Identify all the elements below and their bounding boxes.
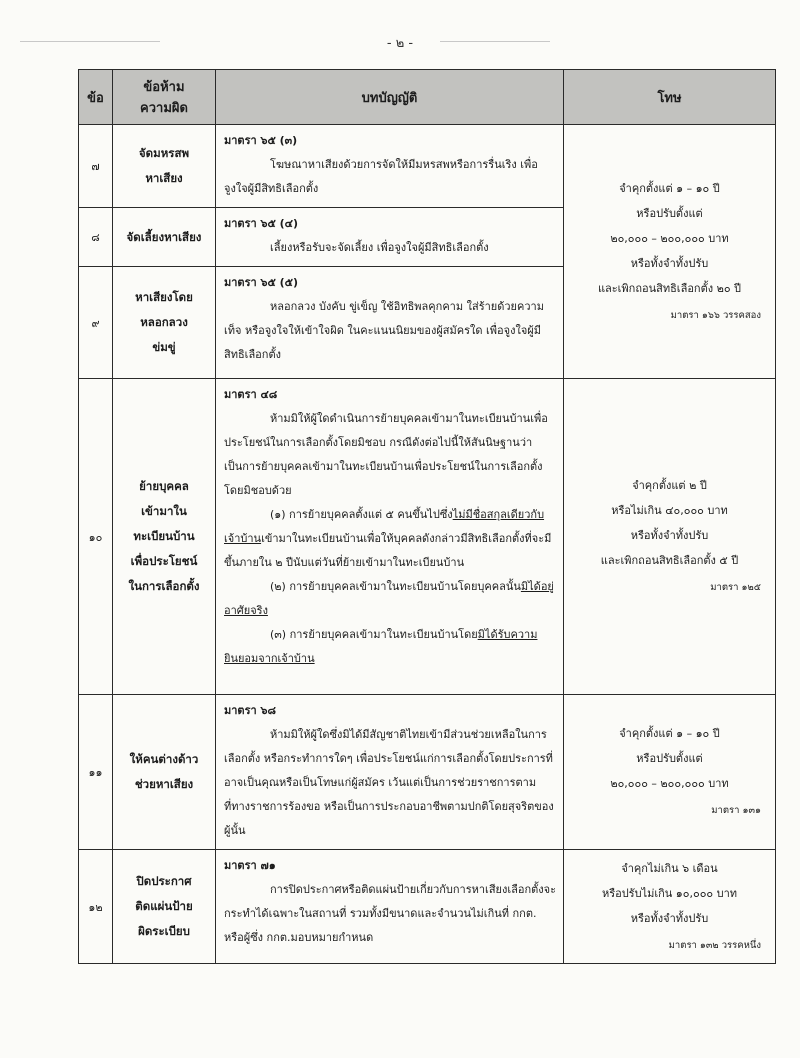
row-number: ๑๒ bbox=[79, 850, 113, 964]
provision-text: ห้ามมิให้ผู้ใดซึ่งมิได้มีสัญชาติไทยเข้ามีส่วนช่วยเหลือในการเลือกตั้ง หรือกระทำการใดๆ เพื่อประโยชน์แก่การเลือกตั้งโดยประการที่อาจเป็นคุณหรือเป็นโทษแก่ผู้สมัคร เว้นแต่เป็นการช่วยราชการตามที่ทางราชการร้องขอ หรือเป็นการประกอบอาชีพตามปกติโดยสุจริตของผู้นั้น bbox=[224, 728, 554, 837]
offense-cell bbox=[113, 695, 216, 850]
offense-cell bbox=[113, 850, 216, 964]
penalty-cell bbox=[564, 379, 776, 695]
penalty-line: จำคุกตั้งแต่ ๑ – ๑๐ ปี bbox=[619, 181, 720, 195]
penalty-cell bbox=[564, 850, 776, 964]
section-reference: มาตรา ๔๘ bbox=[224, 388, 278, 401]
table-header-row bbox=[79, 70, 776, 125]
offense-cell bbox=[113, 208, 216, 267]
provision-cell bbox=[216, 695, 564, 850]
row-number: ๙ bbox=[79, 267, 113, 379]
header-provision: บทบัญญัติ bbox=[216, 70, 564, 125]
section-reference: มาตรา ๖๘ bbox=[224, 704, 276, 717]
section-reference: มาตรา ๖๕ (๔) bbox=[224, 217, 299, 230]
offense-line: ทะเบียนบ้าน bbox=[133, 529, 195, 543]
penalty-cell bbox=[564, 695, 776, 850]
offense-line: ข่มขู่ bbox=[152, 340, 176, 354]
penalty-line: หรือทั้งจำทั้งปรับ bbox=[630, 911, 709, 925]
item-1-post: เข้ามาในทะเบียนบ้านเพื่อให้บุคคลดังกล่าวมีสิทธิเลือกตั้งที่จะมีขึ้นภายใน ๒ ปีนับแต่วันที่ย้ายเข้ามาในทะเบียนบ้าน bbox=[224, 532, 552, 569]
provision-cell bbox=[216, 125, 564, 208]
section-reference: มาตรา ๗๑ bbox=[224, 859, 276, 872]
offense-line: หลอกลวง bbox=[140, 315, 188, 329]
row-number: ๘ bbox=[79, 208, 113, 267]
offense-line: ติดแผ่นป้าย bbox=[135, 899, 193, 913]
provision-cell bbox=[216, 208, 564, 267]
penalty-line: และเพิกถอนสิทธิเลือกตั้ง ๕ ปี bbox=[600, 554, 739, 567]
offense-cell bbox=[113, 125, 216, 208]
item-1-pre: (๑) การย้ายบุคคลตั้งแต่ ๕ คนขึ้นไปซึ่ง bbox=[270, 508, 453, 521]
item-1-underlined: ไม่มีชื่อสกุลเดียวกับเจ้าบ้าน bbox=[224, 508, 545, 545]
penalty-line: หรือทั้งจำทั้งปรับ bbox=[630, 256, 709, 270]
offense-line: จัดเลี้ยงหาเสียง bbox=[126, 229, 202, 244]
header-no: ข้อ bbox=[79, 70, 113, 125]
table-row bbox=[79, 379, 776, 695]
penalty-line: และเพิกถอนสิทธิเลือกตั้ง ๒๐ ปี bbox=[597, 281, 742, 295]
offense-line: หาเสียง bbox=[145, 171, 183, 185]
provision-cell bbox=[216, 850, 564, 964]
header-offense-line-2: ความผิด bbox=[140, 101, 188, 116]
election-offense-table bbox=[78, 69, 776, 964]
header-penalty: โทษ bbox=[564, 70, 776, 125]
offense-line: เข้ามาใน bbox=[141, 504, 187, 518]
penalty-line: หรือทั้งจำทั้งปรับ bbox=[630, 529, 709, 542]
row-number: ๗ bbox=[79, 125, 113, 208]
offense-line: ย้ายบุคคล bbox=[139, 479, 189, 493]
table-row bbox=[79, 125, 776, 208]
offense-line: จัดมหรสพ bbox=[138, 146, 190, 160]
header-offense-line-1: ข้อห้าม bbox=[143, 80, 185, 95]
offense-line: เพื่อประโยชน์ bbox=[130, 554, 198, 568]
item-2-pre: (๒) การย้ายบุคคลเข้ามาในทะเบียนบ้านโดยบุคคลนั้น bbox=[270, 580, 521, 593]
penalty-line: จำคุกตั้งแต่ ๒ ปี bbox=[632, 479, 707, 492]
row-number: ๑๑ bbox=[79, 695, 113, 850]
offense-line: ผิดระเบียบ bbox=[138, 924, 190, 938]
penalty-section-ref: มาตรา ๑๒๕ bbox=[710, 582, 761, 593]
header-offense bbox=[113, 70, 216, 125]
offense-cell bbox=[113, 379, 216, 695]
penalty-line: ๒๐,๐๐๐ – ๒๐๐,๐๐๐ บาท bbox=[610, 777, 729, 790]
penalty-line: หรือปรับตั้งแต่ bbox=[636, 752, 703, 765]
penalty-line: หรือไม่เกิน ๔๐,๐๐๐ บาท bbox=[611, 504, 728, 517]
item-3-underlined: มิได้รับความยินยอมจากเจ้าบ้าน bbox=[224, 628, 538, 665]
offense-line: หาเสียงโดย bbox=[135, 290, 193, 304]
penalty-line: จำคุกไม่เกิน ๖ เดือน bbox=[621, 861, 718, 875]
section-reference: มาตรา ๖๕ (๓) bbox=[224, 134, 298, 147]
offense-line: ช่วยหาเสียง bbox=[134, 777, 194, 791]
provision-text: การปิดประกาศหรือติดแผ่นป้ายเกี่ยวกับการหาเสียงเลือกตั้งจะกระทำได้เฉพาะในสถานที่ รวมทั้งมีขนาดและจำนวนไม่เกินที่ กกต. หรือผู้ซึ่ง กกต.มอบหมายกำหนด bbox=[224, 883, 556, 944]
penalty-section-ref: มาตรา ๑๓๒ วรรคหนึ่ง bbox=[668, 939, 761, 951]
item-2-underlined: มิได้อยู่อาศัยจริง bbox=[224, 580, 554, 617]
provision-text: ห้ามมิให้ผู้ใดดำเนินการย้ายบุคคลเข้ามาในทะเบียนบ้านเพื่อประโยชน์ในการเลือกตั้งโดยมิชอบ กรณีดังต่อไปนี้ให้สันนิษฐานว่าเป็นการย้ายบุคคลเข้ามาในทะเบียนบ้านเพื่อประโยชน์ในการเลือกตั้งโดยมิชอบด้วย bbox=[224, 412, 548, 497]
table-row bbox=[79, 695, 776, 850]
row-number: ๑๐ bbox=[79, 379, 113, 695]
table-row bbox=[79, 850, 776, 964]
penalty-section-ref: มาตรา ๑๓๑ bbox=[711, 805, 761, 816]
offense-cell bbox=[113, 267, 216, 379]
offense-line: ให้คนต่างด้าว bbox=[129, 752, 199, 766]
provision-item-1 bbox=[224, 503, 557, 575]
provision-cell bbox=[216, 267, 564, 379]
offense-line: ปิดประกาศ bbox=[136, 874, 192, 888]
provision-text: หลอกลวง บังคับ ขู่เข็ญ ใช้อิทธิพลคุกคาม ใส่ร้ายด้วยความเท็จ หรือจูงใจให้เข้าใจผิด ในคะแนนนิยมของผู้สมัครใด เพื่อจูงใจผู้มีสิทธิเลือกตั้ง bbox=[224, 300, 544, 361]
provision-text: โฆษณาหาเสียงด้วยการจัดให้มีมหรสพหรือการรื่นเริง เพื่อจูงใจผู้มีสิทธิเลือกตั้ง bbox=[224, 158, 538, 195]
page-number: - ๒ - bbox=[386, 36, 414, 51]
provision-cell bbox=[216, 379, 564, 695]
penalty-line: หรือปรับตั้งแต่ bbox=[636, 206, 703, 220]
penalty-cell bbox=[564, 125, 776, 379]
penalty-line: ๒๐,๐๐๐ – ๒๐๐,๐๐๐ บาท bbox=[610, 231, 729, 245]
offense-line: ในการเลือกตั้ง bbox=[128, 579, 200, 593]
section-reference: มาตรา ๖๕ (๕) bbox=[224, 276, 299, 289]
penalty-line: หรือปรับไม่เกิน ๑๐,๐๐๐ บาท bbox=[601, 886, 738, 900]
item-3-pre: (๓) การย้ายบุคคลเข้ามาในทะเบียนบ้านโดย bbox=[270, 628, 478, 641]
provision-text: เลี้ยงหรือรับจะจัดเลี้ยง เพื่อจูงใจผู้มีสิทธิเลือกตั้ง bbox=[270, 241, 489, 254]
provision-item-2 bbox=[224, 575, 557, 623]
penalty-line: จำคุกตั้งแต่ ๑ – ๑๐ ปี bbox=[619, 727, 720, 740]
provision-item-3 bbox=[224, 623, 557, 671]
penalty-section-ref: มาตรา ๑๖๖ วรรคสอง bbox=[670, 309, 761, 321]
